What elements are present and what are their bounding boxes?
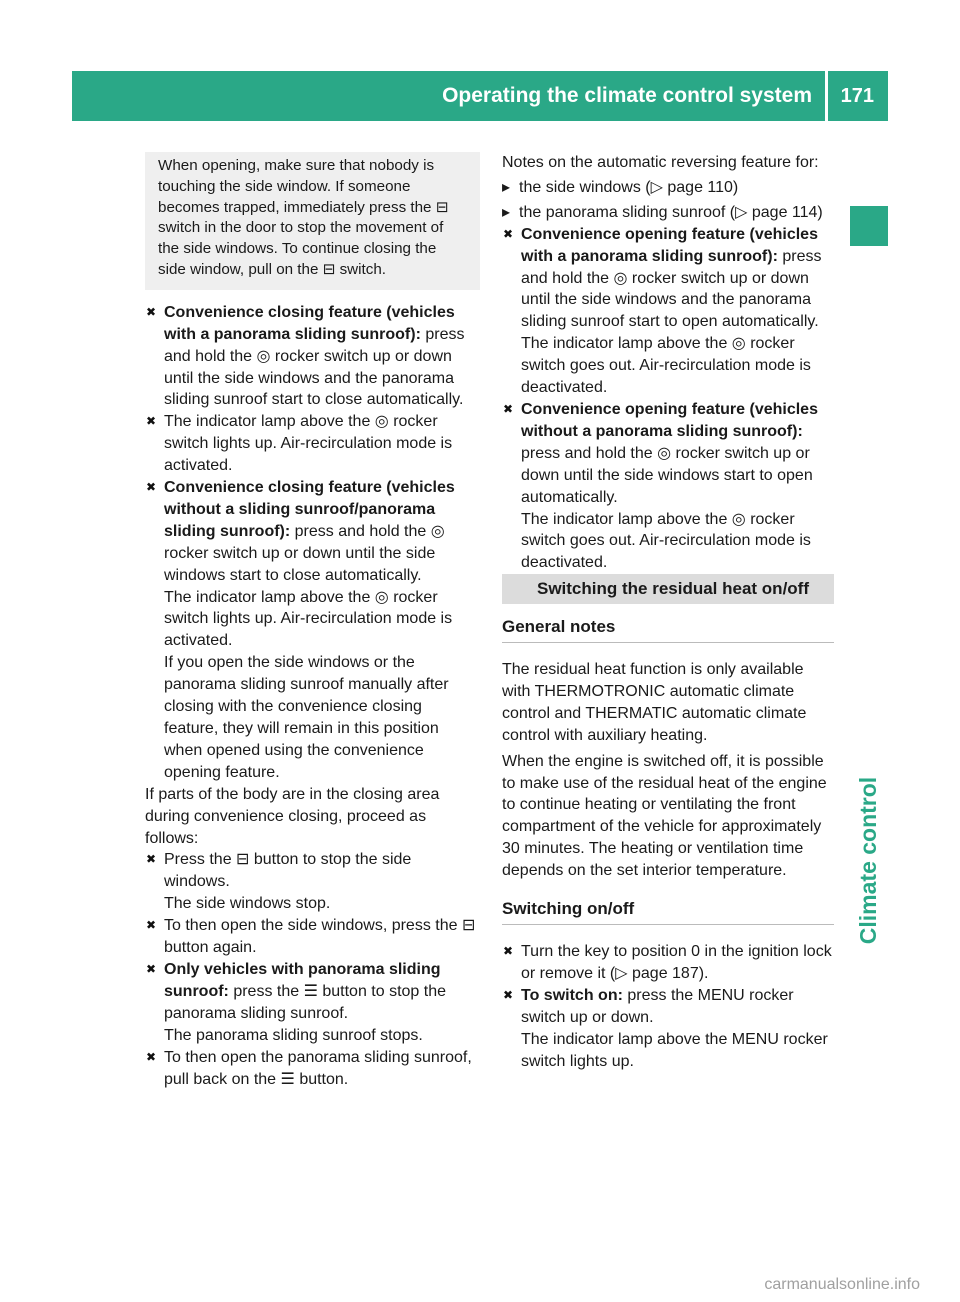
step-heading: To switch on: [521, 986, 623, 1004]
step-reopen-sunroof: ✖ To then open the panorama sliding sunroof, pull back on the ☰ button. [145, 1047, 480, 1091]
step-closing-panorama [145, 302, 480, 412]
step-text: press the ☰ button to stop the panorama sliding sunroof. [164, 982, 447, 1022]
closing-area-paragraph: If parts of the body are in the closing area during convenience closing, proceed as follows: [145, 785, 440, 847]
side-label-text: Climate control [855, 776, 882, 944]
step-result: The indicator lamp above the ◎ rocker switch lights up. Air-recirculation mode is activated. [164, 588, 453, 650]
step-switch-on [502, 985, 834, 1029]
step-turn-key: ✖ Turn the key to position 0 in the ignition lock or remove it (▷ page 187). [502, 941, 834, 985]
step-result: The side windows stop. [164, 895, 331, 913]
page-header [72, 71, 888, 121]
step-opening-no-sunroof [502, 399, 834, 509]
step-reopen-windows: ✖ To then open the side windows, press the ⊟ button again. [145, 915, 480, 959]
page-number: 171 [840, 85, 874, 107]
step-heading: Convenience closing feature (vehicles without a sliding sunroof/panorama sliding sunroof): [164, 479, 455, 540]
step-heading: Only vehicles with panorama sliding sunroof: [164, 960, 441, 1000]
step-text: press the MENU rocker switch up or down. [521, 986, 794, 1026]
watermark: carmanualsonline.info [764, 1276, 920, 1293]
step-stop-sunroof [145, 959, 480, 1025]
section-title: Switching the residual heat on/off [502, 574, 834, 604]
step-stop-windows: ✖ Press the ⊟ button to stop the side windows. [145, 849, 480, 893]
right-column [502, 152, 834, 1072]
step-result: ✖ The indicator lamp above the ◎ rocker switch lights up. Air-recirculation mode is activated. [145, 411, 480, 477]
step-result: The indicator lamp above the ◎ rocker switch goes out. Air-recirculation mode is deactivated. [521, 510, 811, 572]
bullet-sunroof: ▸ the panorama sliding sunroof (▷ page 114) [502, 202, 834, 224]
step-text: press and hold the ◎ rocker switch up or down until the side windows start to close automatically. [164, 522, 445, 584]
step-extra-note: If you open the side windows or the panorama sliding sunroof manually after closing with the convenience closing feature, they will remain in this position when opened using the convenience opening feature. [164, 654, 449, 781]
step-opening-panorama [502, 224, 834, 334]
step-result: The panorama sliding sunroof stops. [164, 1026, 423, 1044]
general-notes-paragraph-1: The residual heat function is only available with THERMOTRONIC automatic climate control and THERMATIC automatic climate control with auxiliary heating. [502, 661, 807, 744]
step-heading: Convenience opening feature (vehicles without a panorama sliding sunroof): [521, 400, 818, 440]
safety-note: When opening, make sure that nobody is touching the side window. If someone becomes trapped, immediately press the ⊟ switch in the door to stop the movement of the side windows. To continue closing the side window, pull on the ⊟ switch. [145, 152, 480, 290]
header-title: Operating the climate control system [442, 84, 812, 107]
general-notes-paragraph-2: When the engine is switched off, it is possible to make use of the residual heat of the engine to continue heating or ventilating the front compartment of the vehicle for approximately 30 minutes. The heating or ventilation time depends on the set interior temperature. [502, 752, 827, 880]
step-heading: Convenience opening feature (vehicles with a panorama sliding sunroof): [521, 225, 818, 265]
step-text: press and hold the ◎ rocker switch up or down until the side windows and the panorama sliding sunroof start to open automatically. [521, 247, 822, 331]
subheading-general-notes: General notes [502, 616, 834, 643]
bullet-side-windows: ▸ the side windows (▷ page 110) [502, 177, 834, 199]
header-divider [825, 71, 828, 121]
step-result: The indicator lamp above the MENU rocker switch lights up. [521, 1030, 828, 1070]
left-column [145, 152, 480, 1090]
step-text: press and hold the ◎ rocker switch up or down until the side windows and the panorama sliding sunroof start to close automatically. [164, 325, 465, 409]
subheading-switching: Switching on/off [502, 898, 834, 925]
step-result: The indicator lamp above the ◎ rocker switch goes out. Air-recirculation mode is deactivated. [521, 335, 811, 397]
side-section-label [849, 660, 889, 1060]
step-closing-no-sunroof [145, 477, 480, 587]
reversing-intro: Notes on the automatic reversing feature for: [502, 154, 819, 171]
side-tab-marker [850, 206, 888, 246]
step-text: press and hold the ◎ rocker switch up or down until the side windows start to open automatically. [521, 444, 813, 506]
step-heading: Convenience closing feature (vehicles with a panorama sliding sunroof): [164, 303, 455, 343]
